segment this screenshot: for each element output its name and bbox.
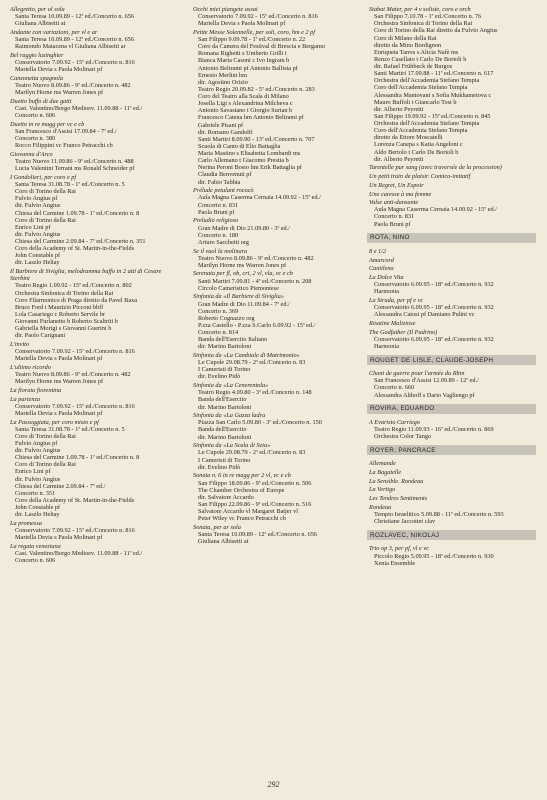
performance-line: Teatro Regio 1.09.92 - 15ª ed./Concerto n. 802 (15, 282, 132, 290)
work-title: Une caresse à ma femme (369, 190, 432, 198)
performance-line: Giuliana Albisetti at (198, 538, 249, 546)
work-title: Sinfonia da «La Cambiale di Matrimonio» (193, 352, 300, 360)
work-title: Un petit train de plaisir. Comico-imitatif (369, 173, 471, 181)
performance-line: Chiesa del Carmine 2.09.84 - 7ª ed./ (15, 482, 106, 490)
performance-line: Coro dell'Accademia Stefano Tempia (374, 84, 468, 92)
composer-header: ROVIRA, EDUARDO (367, 404, 536, 414)
work-title: Rondeau (369, 503, 392, 511)
performance-line: Gabriele Pisani pf (198, 121, 244, 129)
work-entry (10, 396, 175, 417)
performance-line: Fulvio Angius pf (15, 439, 58, 447)
work-entry (369, 6, 534, 163)
performance-line: dir. Fulvio Angius (15, 447, 61, 455)
work-entry (10, 174, 175, 267)
performance-line: Aula Magna Caserma Cernaia 14.09.92 - 15ª ed./ (374, 206, 497, 214)
work-title: Sinfonia da «La Scala di Seta» (193, 442, 271, 450)
performance-line: San Filippo 22.09.86 - 9ª ed./Concerto n. 516 (198, 500, 312, 508)
performance-line: Cast. Valentino/Borgo Medioev. 11.09.88 - 11ª ed./ (15, 105, 143, 112)
performance-line: dir. Marino Bartoloni (198, 343, 252, 351)
performance-line: Carlo Allemano t Giacomo Prestia b (198, 157, 289, 165)
work-entry (10, 52, 175, 73)
work-entry (369, 199, 534, 228)
work-entry (193, 352, 358, 381)
work-title: La Vertigo (369, 486, 396, 494)
performance-line: Santa Teresa 31.08.78 - 1ª ed./Concerto n. 5 (15, 181, 125, 189)
work-title: Preludio religioso (193, 217, 239, 225)
work-title: Amarcord (369, 256, 394, 264)
page-number: 292 (267, 780, 280, 789)
performance-line: Concerto n. 660 (374, 384, 415, 392)
work-entry (369, 469, 534, 476)
performance-line: Mariella Devia s Paola Molinari pf (15, 409, 103, 417)
composer-header: ROUGET DE LISLE, CLAUDE-JOSEPH (367, 355, 536, 365)
performance-line: Concerto n. 369 (198, 307, 239, 315)
performance-line: Mariella Devia s Paola Molinari pf (15, 534, 103, 542)
composer-header: ROTA, NINO (367, 233, 536, 243)
work-title: Occhi miei piangete assai (193, 6, 258, 13)
work-entry (369, 419, 534, 440)
performance-line: San Filippo 19.09.92 - 15ª ed./Concerto n. 845 (374, 112, 491, 120)
performance-line: Chiesa del Carmine 2.09.84 - 7ª ed./Concerto n. 351 (15, 238, 146, 246)
work-entry (10, 98, 175, 119)
work-entry (369, 297, 534, 318)
performance-line: Orchestra Color Tango (374, 433, 432, 441)
performance-line: P.zza Castello - P.zza S.Carlo 6.09.92 - 15ª ed./ (198, 321, 316, 329)
performance-line: Conservatorio 7.09.92 - 15ª ed./Concerto n. 816 (15, 59, 135, 67)
performance-line: Peter Wiley vc Franco Petracchi cb (198, 515, 286, 523)
performance-line: dir. Fulvio Angius (15, 475, 61, 483)
work-entry (10, 6, 175, 27)
performance-line: Concerto n. 351 (15, 489, 56, 497)
performance-line: Coro da Camera del Festival di Brescia e Bergamo (198, 43, 325, 51)
performance-line: Santi Martiri 7.09.81 - 4ª ed./Concerto n. 208 (198, 277, 312, 285)
work-title: L'invito (10, 340, 30, 348)
work-entry (10, 543, 175, 564)
work-entry (369, 329, 534, 350)
performance-line: Concerto n. 831 (374, 213, 415, 221)
work-entry (10, 121, 175, 150)
work-entry (369, 504, 534, 525)
column-right (369, 6, 534, 568)
performance-line: Maria Mastino s Elisabetta Lombardi ms (198, 150, 301, 158)
performance-line: Bruce Ford t Maurizio Picconi bbff (15, 303, 104, 311)
work-title: The Godfather (Il Padrino) (369, 328, 438, 336)
performance-line: dir. Alberto Peyretti (374, 105, 424, 113)
work-title: Cantilena (369, 265, 394, 273)
work-entry (193, 382, 358, 411)
composer-header: ROZLAVEC, NIKOLAJ (367, 530, 536, 540)
performance-line: Salvatore Accardo vl Margaret Batjer vl (198, 508, 299, 516)
work-title: L'ultimo ricordo (10, 363, 51, 371)
performance-line: dir. Paolo Carignani (15, 332, 66, 340)
performance-line: Mariella Devia s Paola Molinari pf (198, 20, 286, 28)
performance-line: Gran Madre di Dio 21.09.80 - 3ª ed./ (198, 224, 290, 232)
work-title: Bel raggio lusinghier (10, 51, 64, 59)
performance-line: dir. Salvatore Accardo (198, 493, 254, 501)
work-title: La fioraia fiorentina (10, 386, 62, 394)
work-entry (193, 29, 358, 186)
work-title: Duetto in re magg per vc e cb (10, 120, 85, 128)
performance-line: Arturo Sacchetti org (198, 238, 249, 246)
column-middle (193, 6, 358, 547)
work-title: Les Tendres Sentiments (369, 495, 428, 503)
performance-line: Christiane Jaccottet clav (374, 518, 436, 526)
performance-line: I Cameristi di Torino (198, 366, 251, 374)
performance-line: Coro del Teatro alla Scala di Milano (198, 93, 289, 101)
composer-header: ROYER, PANCRACE (367, 445, 536, 455)
performance-line: Raimondo Matacena vl Giuliana Albisetti ar (15, 43, 126, 51)
work-title: Prélude petulant rococò (193, 187, 254, 195)
performance-line: Harmonia (374, 288, 399, 296)
work-entry (369, 274, 534, 295)
work-entry (10, 341, 175, 362)
performance-line: Teatro Nuovo 11.09.86 - 9ª ed./Concerto n. 488 (15, 158, 134, 166)
performance-line: diretto da Ettore Moscatelli (374, 134, 443, 142)
work-entry (10, 151, 175, 172)
performance-line: Santa Teresa 10.09.89 - 12ª ed./Concerto n. 656 (15, 13, 135, 21)
work-title: Serenata per fl, ob, cri, 2 vl, vla, vc e cb (193, 270, 293, 278)
performance-line: dir. Rafael Frühbeck de Burgos (374, 63, 453, 70)
performance-line: Gabriella Morigi s Giovanni Guerini b (15, 325, 112, 333)
work-entry (369, 164, 534, 171)
performance-line: Conservatorio 6.09.95 - 18ª ed./Concerto n. 932 (374, 304, 494, 312)
performance-line: Santi Martiri 17.09.88 - 11ª ed./Concerto n. 617 (374, 70, 494, 78)
performance-line: dir. Fabio Tabbia (198, 178, 241, 186)
performance-line: Marilyn Horne ms Warren Jones pf (15, 89, 104, 97)
work-title: Sinfonia da «La Gazza ladra (193, 412, 266, 420)
performance-line: Conservatorio 7.09.92 - 15ª ed./Concerto n. 816 (198, 13, 318, 21)
performance-line: Teatro Regio 20.09.82 - 5ª ed./Concerto n. 283 (198, 85, 315, 93)
performance-line: Lorenza Canepa s Katia Angeloni c (374, 141, 463, 149)
work-title: I Gondolieri, per coro e pf (10, 173, 77, 181)
performance-line: Gran Madre di Dio 11.09.84 - 7ª ed./ (198, 300, 290, 308)
performance-line: Concerto n. 606 (15, 112, 56, 120)
performance-line: Orchestra Sinfonica di Torino della Rai (374, 20, 473, 28)
performance-line: Concerto n. 180 (198, 231, 239, 239)
work-title: La Sensible. Rondeau (369, 477, 424, 485)
work-title: Allegretto, per ol sola (10, 6, 65, 13)
performance-line: Le Cupole 29.08.79 - 2ª ed./Concerto n. 83 (198, 359, 306, 367)
performance-line: Coro di Torino della Rai diretto da Fulvio Angius (374, 27, 498, 35)
performance-line: Le Cupole 29.08.79 - 2ª ed./Concerto n. 83 (198, 449, 306, 457)
performance-line: Xenia Ensemble (374, 559, 416, 567)
work-entry (369, 265, 534, 272)
performance-line: dir. Evelino Pidò (198, 373, 241, 381)
performance-line: Lola Casariego c Roberto Servile br (15, 310, 106, 318)
work-entry (10, 387, 175, 394)
work-entry (193, 293, 358, 350)
performance-line: Santa Teresa 10.09.89 - 12ª ed./Concerto n. 656 (15, 36, 135, 44)
performance-line: Mariella Devia s Paola Molinari pf (15, 66, 103, 74)
work-entry (369, 495, 534, 502)
performance-line: Coro di Torino della Rai (15, 432, 76, 440)
performance-line: Santa Teresa 31.08.78 - 1ª ed./Concerto n. 5 (15, 425, 125, 433)
performance-line: Concerto n. 380 (15, 135, 56, 143)
work-title: Stabat Mater, per 4 v soliste, coro e orch (369, 6, 471, 13)
performance-line: Orchestra dell'Accademia Stefano Tempia (374, 120, 480, 127)
performance-line: Marilyn Horne ms Warren Jones pf (198, 261, 287, 269)
work-title: Allemande (369, 460, 396, 468)
performance-line: Giuliana Albisetti at (15, 20, 66, 28)
performance-line: Chiesa del Carmine 1.09.78 - 1ª ed./Concerto n. 8 (15, 454, 140, 462)
performance-line: Scuola di Canto di Elio Battaglia (198, 142, 281, 150)
performance-line: Alessandra Catosi pf Damiano Pulini vc (374, 311, 475, 319)
performance-line: Claudia Benvenuti pf (198, 171, 252, 179)
work-title: Andante con variazioni, per vl e ar (10, 28, 98, 36)
performance-line: dir. Fulvio Angius (15, 202, 61, 210)
performance-line: Teatro Regio 4.09.80 - 3ª ed./Concerto n. 148 (198, 389, 312, 397)
work-title: Valse anti-dansante (369, 199, 419, 207)
performance-line: Antonio Beltrami pf Antonio Ballista pf (198, 64, 298, 72)
performance-line: Bianca Maria Casoni c Ivo Ingram b (198, 57, 290, 65)
performance-line: Conservatorio 7.09.92 - 15ª ed./Concerto n. 816 (15, 402, 135, 410)
work-entry (193, 6, 358, 27)
performance-line: Teatro Regio 11.09.93 - 16ª ed./Concerto n. 869 (374, 425, 494, 433)
performance-line: Conservatorio 7.09.92 - 15ª ed./Concerto n. 816 (15, 527, 135, 535)
performance-line: Rocco Filippini vc Franco Petracchi cb (15, 142, 113, 150)
performance-line: dir. Romano Gandolfi (198, 128, 253, 136)
performance-line: Concerto n. 814 (198, 329, 239, 337)
work-entry (369, 370, 534, 399)
performance-line: Coro di Torino della Rai (15, 188, 76, 196)
performance-line: Alessandra Mantovani s Sofia Mukhametova c (374, 91, 492, 99)
work-title: Giovanna d'Arco (10, 150, 53, 158)
performance-line: Coro di Torino della Rai (15, 461, 76, 469)
work-entry (10, 520, 175, 541)
performance-line: Conservatorio 7.09.92 - 15ª ed./Concerto n. 816 (15, 348, 135, 356)
performance-line: Piazza San Carlo 5.09.80 - 3ª ed./Concerto n. 150 (198, 419, 322, 427)
performance-line: Paola Bruni pf (374, 220, 411, 228)
performance-line: John Constable pf (15, 504, 61, 512)
performance-line: Enrico Lini pf (15, 468, 51, 476)
performance-line: Aula Magna Caserma Cernaia 14.09.92 - 15ª ed./ (198, 194, 321, 202)
work-title: Il Barbiere di Siviglia, melodramma buffo in 2 atti di Cesare Sterbini (10, 268, 162, 283)
work-entry (10, 364, 175, 385)
performance-line: dir. Laszlo Heltay (15, 259, 60, 267)
performance-line: Alessandra Althoff s Dario Vagliengo pf (374, 391, 475, 399)
performance-line: dir. Agostino Orizio (198, 78, 248, 86)
performance-line: Orchestra Sinfonica di Torino della Rai (15, 289, 114, 297)
work-title: La Dolce Vita (369, 274, 404, 281)
work-entry (193, 270, 358, 291)
work-title: Chant de guerre pour l'armée du Rhin (369, 370, 465, 378)
performance-line: Coro della Academy of St. Martin-in-the-Fields (15, 245, 135, 253)
performance-line: Santa Teresa 10.09.89 - 12ª ed./Concerto n. 656 (198, 531, 318, 538)
performance-line: San Filippo 9.09.78 - 1ª ed./Concerto n. 22 (198, 36, 306, 44)
work-title: A Evaristo Carriego (369, 418, 420, 426)
work-title: Petite Messe Solennelle, per soli, coro, hm e 2 pf (193, 28, 315, 36)
performance-line: Concerto n. 831 (198, 201, 239, 209)
performance-line: I Cameristi di Torino (198, 456, 251, 464)
performance-line: dir. Alberto Peyretti (374, 155, 424, 163)
performance-line: Renzo Casellato t Carlo De Bortoli b (374, 55, 467, 63)
performance-line: Orchestra dell'Accademia Stefano Tempia (374, 77, 480, 85)
performance-line: Coro di Torino della Rai (15, 216, 76, 224)
work-title: Sinfonia da «Il Barbiere di Siviglia» (193, 293, 284, 301)
work-entry (10, 419, 175, 519)
work-entry (369, 478, 534, 485)
performance-line: The Chamber Orchestra of Europe (198, 486, 285, 494)
work-entry (369, 545, 534, 566)
performance-line: Enrico Lini pf (15, 223, 51, 231)
performance-line: Cast. Valentino/Borgo Medioev. 11.09.88 - 11ª ed./ (15, 550, 143, 558)
work-entry (369, 486, 534, 493)
performance-line: Tempio Israelitico 5.09.88 - 11ª ed./Concerto n. 593 (374, 511, 504, 518)
work-title: La partenza (10, 395, 41, 403)
work-entry (369, 248, 534, 255)
work-title: Sonata, per ar sola (193, 523, 241, 531)
performance-line: dir. Fulvio Angius (15, 230, 61, 238)
performance-line: Santi Martiri 8.09.90 - 13ª ed./Concerto n. 707 (198, 135, 315, 143)
performance-line: Mariella Devia s Paola Molinari pf (15, 355, 103, 363)
performance-line: Conservatorio 6.09.95 - 18ª ed./Concerto n. 932 (374, 335, 494, 343)
performance-line: Paola Bruni pf (198, 208, 235, 216)
performance-line: Antonio Savastano t Giorgio Surian b (198, 107, 293, 115)
work-entry (193, 248, 358, 269)
work-title: La promessa (10, 519, 42, 527)
work-entry (193, 217, 358, 246)
performance-line: Mauro Buffoli t Giancarlo Tosi b (374, 98, 457, 106)
work-entry (193, 412, 358, 441)
performance-line: dir. Marino Bartoloni (198, 433, 252, 441)
performance-line: Josella Ligi s Alexandrina Milcheva c (198, 100, 293, 108)
work-entry (10, 75, 175, 96)
performance-line: San Filippo 18.09.86 - 9ª ed./Concerto n. 506 (198, 479, 312, 487)
performance-line: Chiesa del Carmine 1.09.78 - 1ª ed./Concerto n. 8 (15, 209, 140, 217)
performance-line: Coro dell'Accademia Stefano Tempia (374, 127, 468, 135)
work-entry (193, 442, 358, 471)
performance-line: Fulvio Angius pf (15, 195, 58, 203)
performance-line: Ernesto Merlini hm (198, 71, 247, 79)
performance-line: Conservatorio 6.09.95 - 18ª ed./Concerto n. 932 (374, 281, 494, 289)
work-entry (10, 29, 175, 50)
performance-line: dir. Marino Bartoloni (198, 403, 252, 411)
performance-line: Aldo Bertolo t Carlo De Bortoli b (374, 148, 459, 156)
work-entry (369, 173, 534, 180)
performance-line: Teatro Nuovo 8.09.86 - 9ª ed./Concerto n. 482 (198, 254, 314, 262)
performance-line: diretto da Mino Bordignon (374, 41, 442, 49)
work-title: La regata veneziana (10, 542, 61, 550)
performance-line: Banda dell'Esercito (198, 396, 247, 404)
work-title: La Bagatelle (369, 469, 402, 476)
performance-line: Nerina Peroni Bosio hm Erik Battaglia pf (198, 164, 302, 172)
work-title: Sinfonia da «La Cenerentola» (193, 382, 269, 390)
column-left (10, 6, 175, 566)
performance-line: Marilyn Horne ms Warren Jones pf (15, 378, 104, 386)
performance-line: San Francesco d'Assisi 17.09.84 - 7ª ed./ (15, 127, 117, 135)
work-entry (369, 182, 534, 189)
work-entry (369, 460, 534, 467)
work-entry (369, 191, 534, 198)
work-title: Canzonetta spagnola (10, 74, 63, 82)
work-entry (193, 472, 358, 522)
performance-line: dir. Laszlo Heltay (15, 511, 60, 519)
performance-line: Banda dell'Esercito Italiano (198, 336, 268, 344)
performance-line: Piccolo Regio 5.09.95 - 18ª ed./Concerto n. 930 (374, 552, 494, 560)
performance-line: Harmonia (374, 342, 399, 350)
work-title: Duetto buffo di due gatti (10, 97, 72, 105)
performance-line: Circolo Cameristico Piemontese (198, 284, 279, 292)
work-entry (193, 524, 358, 545)
performance-line: Teatro Nuovo 8.09.86 - 9ª ed./Concerto n. 482 (15, 82, 131, 90)
performance-line: Coro della Academy of St. Martin-in-the-Fields (15, 496, 135, 504)
work-title: Un Regret, Un Espoir (369, 181, 424, 189)
performance-line: Francesco Catena hm Antonio Beltrami pf (198, 114, 304, 122)
performance-line: Coro Filarmonico di Praga diretto da Pavel Baxa (15, 296, 138, 304)
work-title: La Strada, per pf e vc (369, 296, 424, 304)
work-title: Sonata n. 6 in re magg per 2 vl, vc e cb (193, 472, 291, 480)
performance-line: dir. Evelino Pidò (198, 463, 241, 471)
performance-line: Giovanni Furlanetto b Roberto Scaltriti b (15, 318, 118, 325)
work-entry (369, 257, 534, 264)
work-entry (10, 268, 175, 339)
work-title: Risatine Maliziose (369, 319, 416, 327)
performance-line: John Constable pf (15, 252, 61, 260)
performance-line: San Filippo 7.10.78 - 1ª ed./Concerto n. 76 (374, 13, 482, 21)
work-entry (193, 187, 358, 216)
work-entry (369, 320, 534, 327)
performance-line: Coro di Milano della Rai (374, 34, 437, 42)
performance-line: Enriqueta Tarres s Alicia Nafè ms (374, 48, 459, 56)
performance-line: Romana Righetti s Umberto Grilli t (198, 50, 287, 58)
performance-line: Teatro Nuovo 8.09.86 - 9ª ed./Concerto n. 482 (15, 371, 131, 379)
work-title: Tarentelle pur sang (avec traversée de la procession) (369, 164, 502, 172)
work-title: Trio op 3, per pf, vl e vc (369, 545, 429, 553)
work-title: 8 e 1/2 (369, 247, 387, 255)
performance-line: Roberto Cognazzo org (198, 314, 255, 322)
work-title: La Passeggiata, per coro misto e pf (10, 418, 99, 426)
performance-line: Concerto n. 606 (15, 557, 56, 565)
performance-line: Banda dell'Esercito (198, 426, 247, 434)
performance-line: Lucia Valentini Terrani ms Ronald Schneider pf (15, 165, 135, 173)
performance-line: San Francesco d'Assisi 12.09.89 - 12ª ed./ (374, 377, 479, 385)
work-title: Se il vuol la molinara (193, 247, 248, 255)
